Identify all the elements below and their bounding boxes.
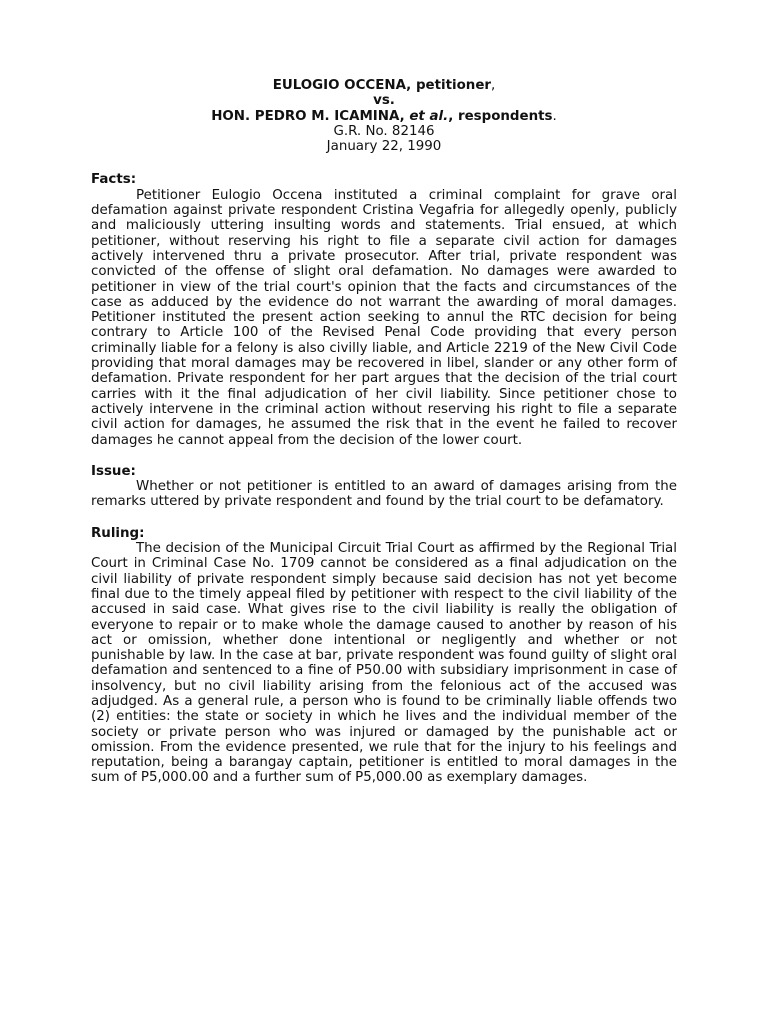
decision-date: January 22, 1990 xyxy=(326,139,442,155)
issue-heading: Issue: xyxy=(91,463,136,479)
petitioner-role: petitioner xyxy=(411,78,492,93)
versus-line: vs. xyxy=(373,93,395,109)
document-page xyxy=(91,78,677,802)
issue-section xyxy=(91,464,677,510)
respondent-role: respondents xyxy=(453,108,553,124)
respondent-comma: , xyxy=(448,108,454,124)
respondent-etal: et al. xyxy=(404,108,449,124)
petitioner-name: EULOGIO OCCENA, xyxy=(272,78,412,93)
issue-body: Whether or not petitioner is entitled to an award of damages arising from the remarks uttered by private respondent and found by the trial court to be defamatory. xyxy=(91,479,677,510)
respondent-punct: . xyxy=(552,108,557,124)
petitioner-line xyxy=(91,78,677,93)
respondent-name: HON. PEDRO M. ICAMINA, xyxy=(211,108,405,124)
facts-heading: Facts: xyxy=(91,172,137,188)
facts-section xyxy=(91,172,677,447)
case-caption xyxy=(91,78,677,154)
ruling-body: The decision of the Municipal Circuit Trial Court as affirmed by the Regional Trial Court in Criminal Case No. 1709 cannot be considered as a final adjudication on the civil liability of private respondent simply because said decision has not yet become final due to the timely appeal filed by petitioner with respect to the civil liability of the accused in said case. What gives rise to the civil liability is really the obligation of everyone to repair or to make whole the damage caused to another by reason of his act or omission, whether done intentional or negligently and whether or not punishable by law. In the case at bar, private respondent was found guilty of slight oral defamation and sentenced to a fine of P50.00 with subsidiary imprisonment in case of insolvency, but no civil liability arising from the felonious act of the accused was adjudged. As a general rule, a person who is found to be criminally liable offends two (2) entities: the state or society in which he lives and the individual member of the society or private person who was injured or damaged by the punishable act or omission. From the evidence presented, we rule that for the injury to his feelings and reputation, being a barangay captain, petitioner is entitled to moral damages in the sum of P5,000.00 and a further sum of P5,000.00 as exemplary damages. xyxy=(91,541,677,786)
case-number: G.R. No. 82146 xyxy=(333,123,435,139)
ruling-heading: Ruling: xyxy=(91,525,145,541)
facts-body: Petitioner Eulogio Occena instituted a criminal complaint for grave oral defamation against private respondent Cristina Vegafria for allegedly openly, publicly and maliciously uttering insulting words and statements. Trial ensued, at which petitioner, without reserving his right to file a separate civil action for damages actively intervened thru a private prosecutor. After trial, private respondent was convicted of the offense of slight oral defamation. No damages were awarded to petitioner in view of the trial court's opinion that the facts and circumstances of the case as adduced by the evidence do not warrant the awarding of moral damages. Petitioner instituted the present action seeking to annul the RTC decision for being contrary to Article 100 of the Revised Penal Code providing that every person criminally liable for a felony is also civilly liable, and Article 2219 of the New Civil Code providing that moral damages may be recovered in libel, slander or any other form of defamation. Private respondent for her part argues that the decision of the trial court carries with it the final adjudication of her civil liability. Since petitioner chose to actively intervene in the criminal action without reserving his right to file a separate civil action for damages, he assumed the risk that in the event he failed to recover damages he cannot appeal from the decision of the lower court. xyxy=(91,187,677,448)
petitioner-punct: , xyxy=(491,78,496,93)
ruling-section xyxy=(91,526,677,786)
respondent-line xyxy=(91,109,677,124)
